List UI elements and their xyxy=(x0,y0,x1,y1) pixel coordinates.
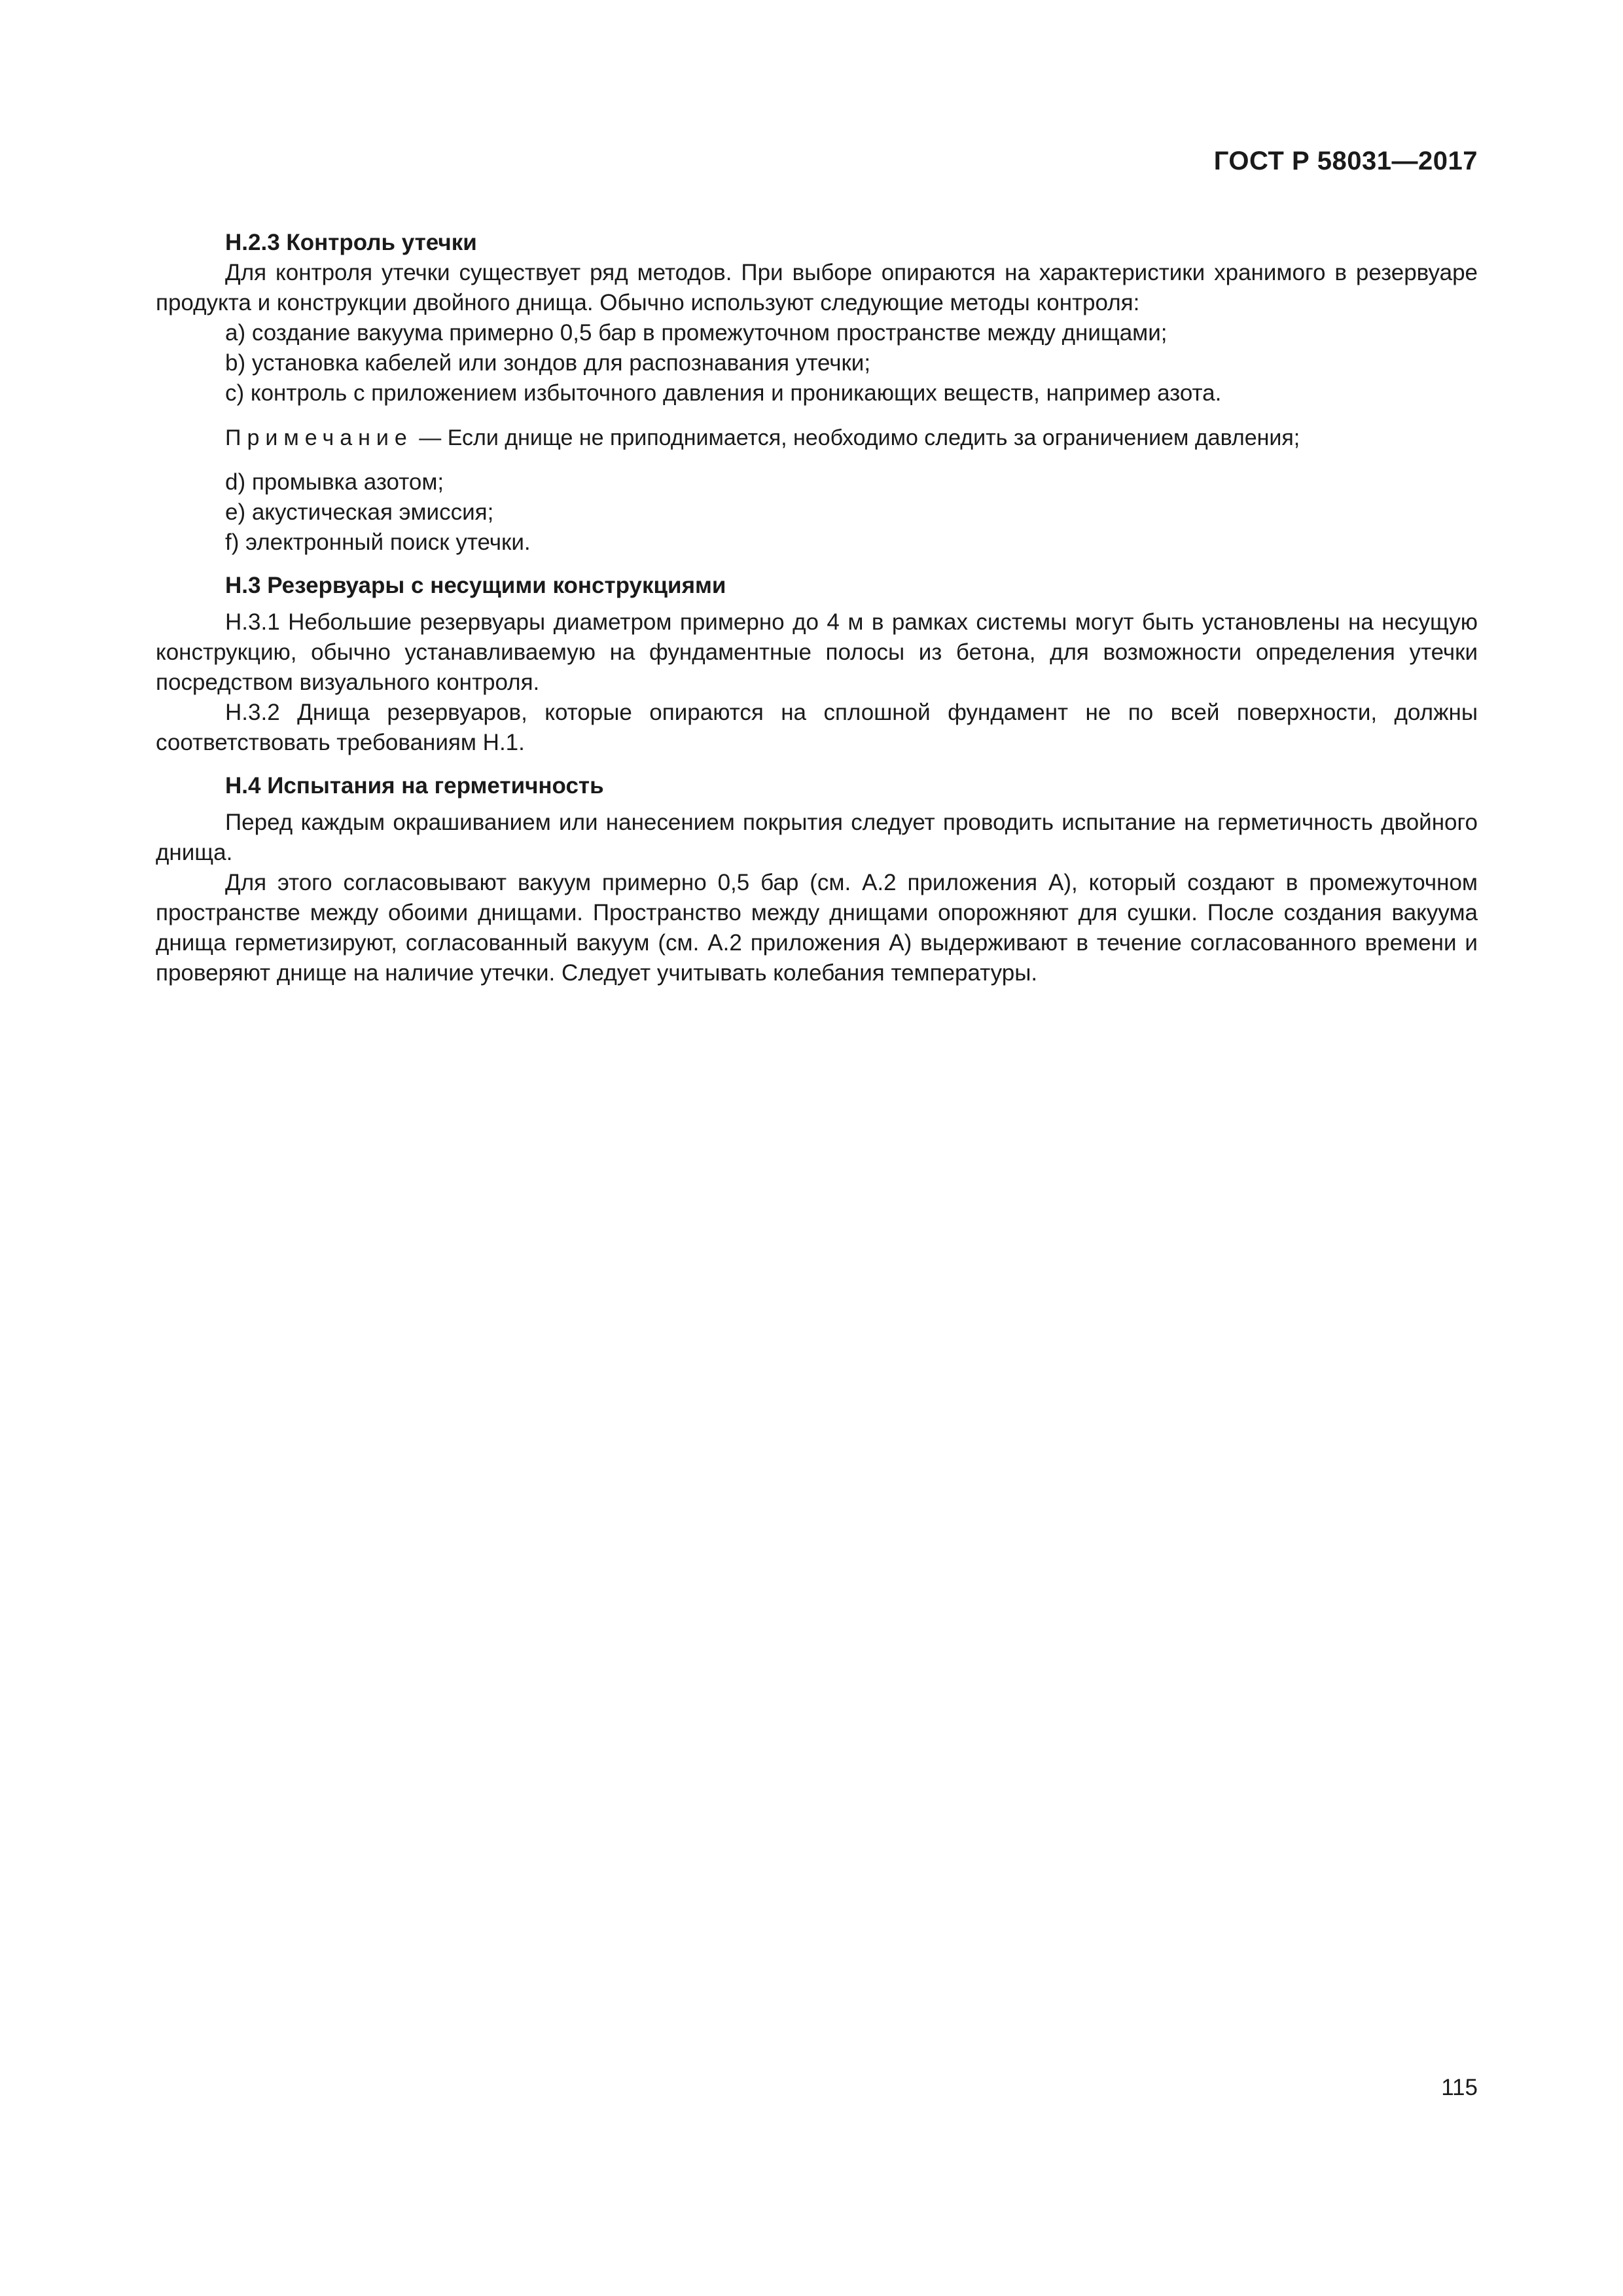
section-heading-h4: Н.4 Испытания на герметичность xyxy=(225,773,604,798)
page-content xyxy=(156,228,1478,988)
list-item-e: e) акустическая эмиссия; xyxy=(225,499,494,525)
document-code: ГОСТ Р 58031—2017 xyxy=(1213,147,1478,175)
section-h4-paragraph-2: Для этого согласовывают вакуум примерно 0,5 бар (см. А.2 приложения А), который создают в промежуточном пространстве между обоими днищами. Пространство между днищами опорожняют для сушки. После создания вакуума днища герметизируют, согласованный вакуум (см. А.2 приложения А) выдерживают в течение согласованного времени и проверяют днище на наличие утечки. Следует учитывать колебания температуры. xyxy=(156,870,1478,986)
section-h3-paragraph-1: Н.3.1 Небольшие резервуары диаметром примерно до 4 м в рамках системы могут быть установлены на несущую конструкцию, обычно устанавливаемую на фундаментные полосы из бетона, для возможности определения утечки посредством визуального контроля. xyxy=(156,609,1478,695)
section-h4-paragraph-1: Перед каждым окрашиванием или нанесением покрытия следует проводить испытание на герметичность двойного днища. xyxy=(156,810,1478,865)
section-heading-h23: Н.2.3 Контроль утечки xyxy=(225,230,477,255)
note-block xyxy=(156,423,1478,453)
note-dash: — xyxy=(412,425,448,450)
note-label: Примечание xyxy=(225,425,413,450)
list-item-a: a) создание вакуума примерно 0,5 бар в промежуточном пространстве между днищами; xyxy=(225,320,1168,346)
section-h3-paragraph-2: Н.3.2 Днища резервуаров, которые опираются на сплошной фундамент не по всей поверхности, должны соответствовать требованиям Н.1. xyxy=(156,700,1478,755)
section-heading-h3: Н.3 Резервуары с несущими конструкциями xyxy=(225,573,726,598)
list-item-b: b) установка кабелей или зондов для распознавания утечки; xyxy=(225,350,871,376)
list-item-c: c) контроль с приложением избыточного давления и проникающих веществ, например азота. xyxy=(225,380,1222,406)
note-text: Если днище не приподнимается, необходимо следить за ограничением давления; xyxy=(447,425,1300,450)
list-item-f: f) электронный поиск утечки. xyxy=(225,529,531,555)
section-h23-intro: Для контроля утечки существует ряд методов. При выборе опираются на характеристики хранимого в резервуаре продукта и конструкции двойного днища. Обычно используют следующие методы контроля: xyxy=(156,260,1478,315)
list-item-d: d) промывка азотом; xyxy=(225,469,444,495)
page-number: 115 xyxy=(1441,2075,1478,2100)
